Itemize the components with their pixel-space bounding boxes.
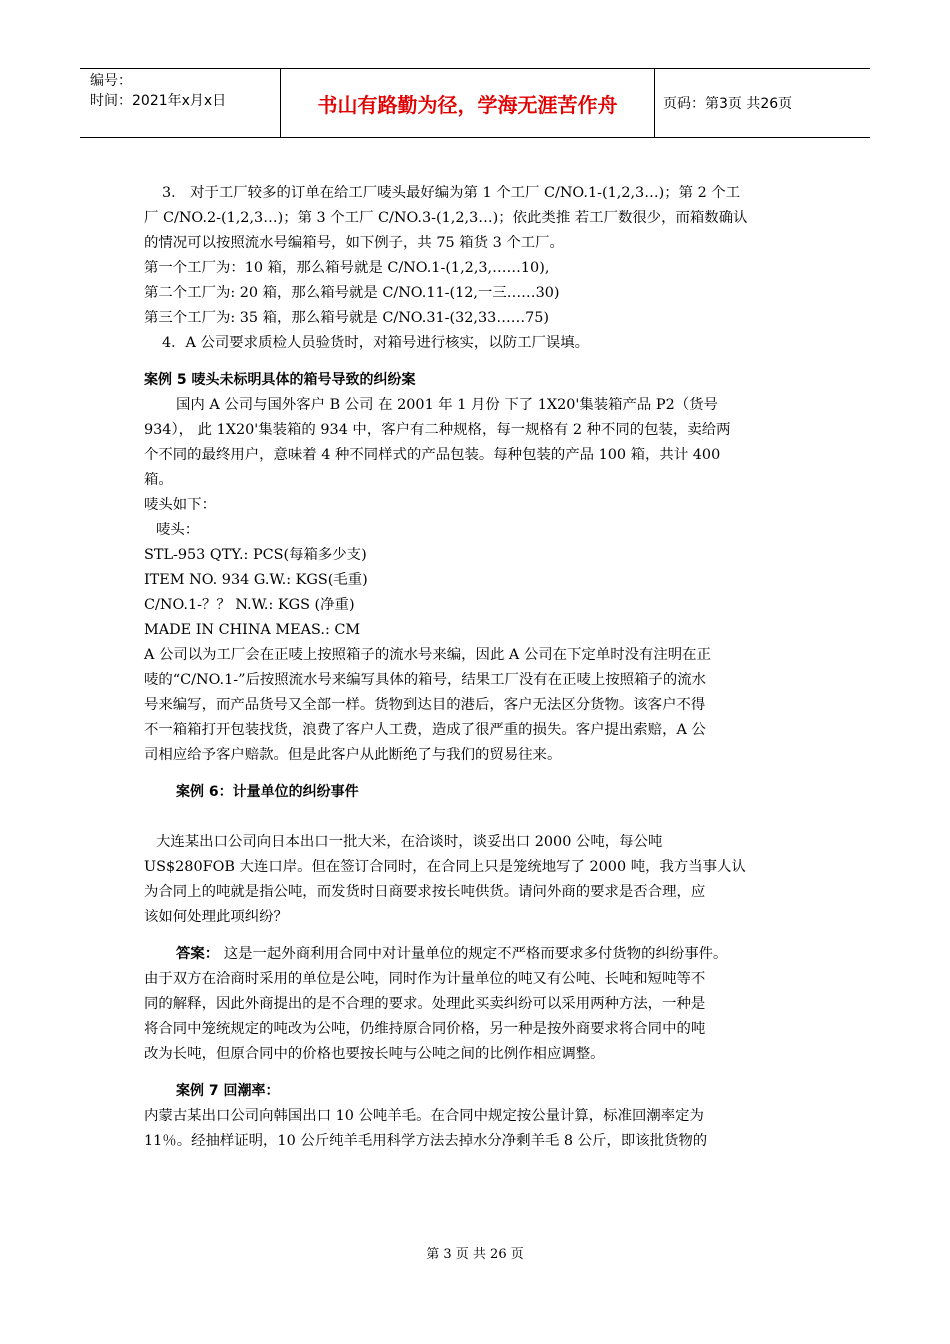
paragraph-line: 国内 A 公司与国外客户 B 公司 在 2001 年 1 月份 下了 1X20'集装箱产品 P2（货号: [176, 397, 718, 413]
paragraph-line: [144, 942, 804, 967]
header-motto: 书山有路勤为径，学海无涯苦作舟: [281, 69, 655, 137]
paragraph-line: 号来编写，而产品货号又全部一样。货物到达目的港后，客户无法区分货物。该客户不得: [144, 697, 706, 713]
paragraph-line: 不一箱箱打开包装找货，浪费了客户人工费，造成了很严重的损失。客户提出索赔，A 公: [144, 722, 706, 738]
paragraph-line: 为合同上的吨就是指公吨，而发货时日商要求按长吨供货。请问外商的要求是否合理，应: [144, 884, 706, 900]
header-table: [80, 68, 870, 138]
paragraph-line: 唛头：: [156, 522, 200, 538]
paragraph-line: A 公司以为工厂会在正唛上按照箱子的流水号来编，因此 A 公司在下定单时没有注明在正: [144, 647, 711, 663]
paragraph-line: 厂 C/NO.2-(1,2,3…)；第 3 个工厂 C/NO.3-(1,2,3…)；依此类推 若工厂数很少，而箱数确认: [144, 210, 748, 226]
header-page-info: 页码：第3页 共26页: [663, 96, 793, 112]
shipping-mark-line: C/NO.1-？？ N.W.: KGS (净重): [144, 597, 355, 613]
case5-title: 案例 5 唛头未标明具体的箱号导致的纠纷案: [144, 372, 416, 388]
paragraph-line: 该如何处理此项纠纷？: [144, 909, 288, 925]
shipping-mark-line: MADE IN CHINA MEAS.: CM: [144, 622, 361, 638]
paragraph-line: 11％。经抽样证明，10 公斤纯羊毛用科学方法去掉水分净剩羊毛 8 公斤，即该批货物的: [144, 1133, 708, 1149]
paragraph-line: 司相应给予客户赔款。但是此客户从此断绝了与我们的贸易往来。: [144, 747, 562, 763]
paragraph-line: 4．A 公司要求质检人员验货时，对箱号进行核实，以防工厂误填。: [162, 335, 590, 351]
shipping-mark-line: STL-953 QTY.: PCS(每箱多少支): [144, 547, 367, 563]
paragraph-line: 改为长吨，但原合同中的价格也要按长吨与公吨之间的比例作相应调整。: [144, 1046, 605, 1062]
case7-title: 案例 7 回潮率：: [176, 1083, 280, 1099]
paragraph-line: 个不同的最终用户，意味着 4 种不同样式的产品包装。每种包装的产品 100 箱，共计 400: [144, 447, 721, 463]
paragraph-line: 3． 对于工厂较多的订单在给工厂唛头最好编为第 1 个工厂 C/NO.1-(1,2,3…)；第 2 个工: [162, 185, 741, 201]
paragraph-line: 同的解释，因此外商提出的是不合理的要求。处理此买卖纠纷可以采用两种方法，一种是: [144, 996, 706, 1012]
paragraph-line: 934）， 此 1X20'集装箱的 934 中，客户有二种规格，每一规格有 2 种不同的包装，卖给两: [144, 422, 731, 438]
paragraph-line: 唛头如下：: [144, 497, 216, 513]
header-meta: [80, 69, 281, 137]
paragraph-line: 大连某出口公司向日本出口一批大米，在洽谈时，谈妥出口 2000 公吨，每公吨: [156, 834, 663, 850]
answer-label: 答案：: [176, 946, 220, 962]
document-number-label: 编号：: [90, 73, 132, 89]
paragraph-line: 将合同中笼统规定的吨改为公吨，仍维持原合同价格，另一种是按外商要求将合同中的吨: [144, 1021, 706, 1037]
shipping-mark-line: ITEM NO. 934 G.W.: KGS(毛重): [144, 572, 368, 588]
paragraph-line: 唛的“C/NO.1-”后按照流水号来编写具体的箱号，结果工厂没有在正唛上按照箱子的流水: [144, 672, 706, 688]
answer-text: 这是一起外商利用合同中对计量单位的规定不严格而要求多付货物的纠纷事件。: [219, 946, 728, 962]
paragraph-line: 由于双方在洽商时采用的单位是公吨，同时作为计量单位的吨又有公吨、长吨和短吨等不: [144, 971, 706, 987]
paragraph-line: 第二个工厂为: 20 箱，那么箱号就是 C/NO.11-(12,一三……30): [144, 285, 560, 301]
document-time-label: 时间：2021年x月x日: [90, 93, 227, 109]
case6-title: 案例 6：计量单位的纠纷事件: [176, 784, 359, 800]
paragraph-line: 第三个工厂为: 35 箱，那么箱号就是 C/NO.31-(32,33……75): [144, 310, 550, 326]
document-body: [144, 181, 804, 1154]
paragraph-line: 的情况可以按照流水号编箱号，如下例子，共 75 箱货 3 个工厂。: [144, 235, 564, 251]
paragraph-line: 内蒙古某出口公司向韩国出口 10 公吨羊毛。在合同中规定按公量计算，标准回潮率定为: [144, 1108, 704, 1124]
paragraph-line: 箱。: [144, 472, 173, 488]
page-footer: 第 3 页 共 26 页: [426, 1247, 524, 1262]
paragraph-line: 第一个工厂为：10 箱，那么箱号就是 C/NO.1-(1,2,3,……10),: [144, 260, 550, 276]
paragraph-line: US$280FOB 大连口岸。但在签订合同时，在合同上只是笼统地写了 2000 吨，我方当事人认: [144, 859, 746, 875]
